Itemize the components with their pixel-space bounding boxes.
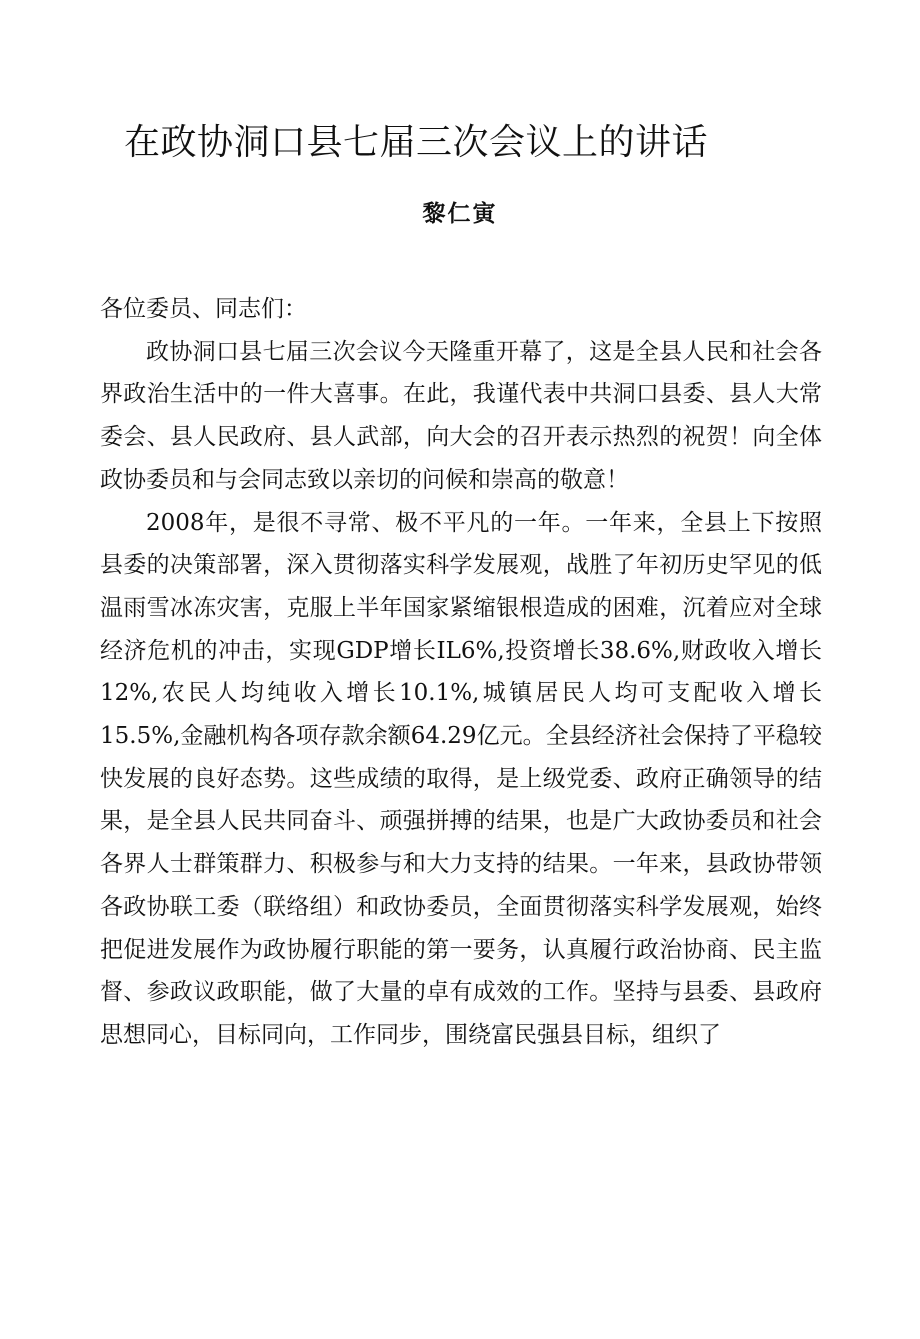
author-name: 黎仁寅 [422,201,498,227]
document-title: 在政协洞口县七届三次会议上的讲话 [124,122,709,163]
paragraph: 2008年，是很不寻常、极不平凡的一年。一年来，全县上下按照县委的决策部署，深入贯彻落实科学发展观，战胜了年初历史罕见的低温雨雪冰冻灾害，克服上半年国家紧缩银根造成的困难，沉着应对全球经济危机的冲击，实现GDP增长IL6%,投资增长38.6%,财政收入增长12%,农民人均纯收入增长10.1%,城镇居民人均可支配收入增长15.5%,金融机构各项存款余额64.29亿元。全县经济社会保持了平稳较快发展的良好态势。这些成绩的取得，是上级党委、政府正确领导的结果，是全县人民共同奋斗、顽强拼搏的结果，也是广大政协委员和社会各界人士群策群力、积极参与和大力支持的结果。一年来，县政协带领各政协联工委（联络组）和政协委员，全面贯彻落实科学发展观，始终把促进发展作为政协履行职能的第一要务，认真履行政治协商、民主监督、参政议政职能，做了大量的卓有成效的工作。坚持与县委、县政府思想同心，目标同向，工作同步，围绕富民强县目标，组织了 [100,509,822,1048]
salutation: 各位委员、同志们： [100,296,307,322]
document-body [100,288,822,1057]
paragraph: 政协洞口县七届三次会议今天隆重开幕了，这是全县人民和社会各界政治生活中的一件大喜事。在此，我谨代表中共洞口县委、县人大常委会、县人民政府、县人武部，向大会的召开表示热烈的祝贺！向全体政协委员和与会同志致以亲切的问候和崇高的敬意！ [100,338,822,493]
